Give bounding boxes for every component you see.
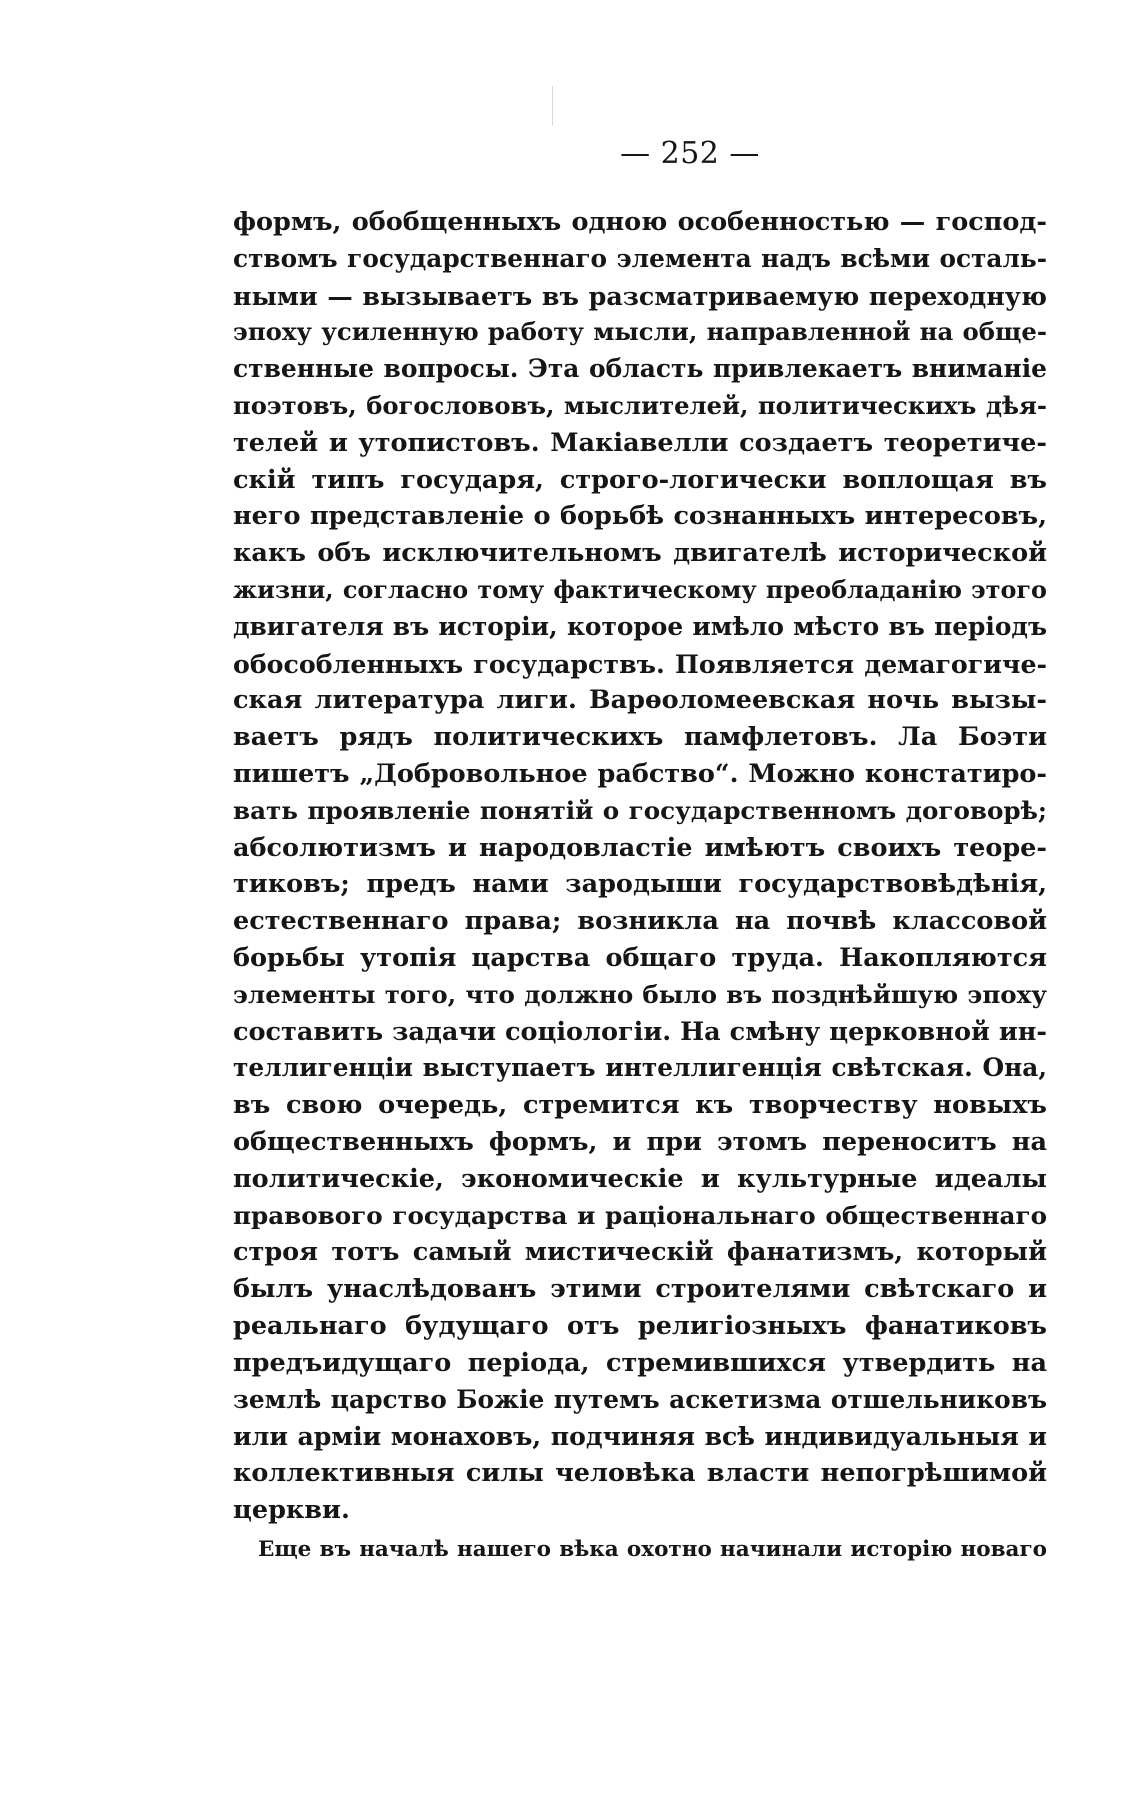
- text-line: формъ, обобщенныхъ одною особенностью — господ-: [233, 207, 1047, 237]
- text-line: какъ объ исключительномъ двигателѣ исторической: [233, 538, 1047, 569]
- text-line: ственные вопросы. Эта область привлекаетъ вниманіе: [233, 354, 1047, 384]
- text-line: тиковъ; предъ нами зародыши государствовѣдѣнія,: [233, 869, 1047, 900]
- text-line: въ свою очередь, стремится къ творчеству новыхъ: [233, 1090, 1047, 1121]
- text-line: пишетъ „Добровольное рабство“. Можно констатиро-: [233, 758, 1047, 789]
- text-line: эпоху усиленную работу мысли, направленной на обще-: [233, 317, 1047, 347]
- text-line: элементы того, что должно было въ позднѣйшую эпоху: [233, 979, 1047, 1009]
- text-line: предъидущаго періода, стремившихся утвердить на: [233, 1347, 1047, 1378]
- text-line: ская литература лиги. Варѳоломеевская ночь вызы-: [233, 685, 1047, 716]
- scan-artifact-line: [552, 86, 553, 126]
- text-line: телей и утопистовъ. Макіавелли создаетъ теоретиче-: [233, 427, 1047, 458]
- text-line: обособленныхъ государствъ. Появляется демагогиче-: [233, 648, 1047, 679]
- main-paragraph: [233, 204, 1047, 1529]
- text-line: составить задачи соціологіи. На смѣну церковной ин-: [233, 1016, 1047, 1047]
- text-line: естественнаго права; возникла на почвѣ классовой: [233, 906, 1047, 937]
- text-line: ваетъ рядъ политическихъ памфлетовъ. Ла Боэти: [233, 722, 1047, 753]
- text-line: общественныхъ формъ, и при этомъ переноситъ на: [233, 1126, 1047, 1157]
- text-line: правового государства и раціональнаго общественнаго: [233, 1200, 1047, 1230]
- text-line-last: церкви.: [233, 1494, 350, 1525]
- text-line: ствомъ государственнаго элемента надъ всѣми осталь-: [233, 243, 1047, 273]
- text-line: или арміи монаховъ, подчиняя всѣ индивидуальныя и: [233, 1421, 1047, 1452]
- text-line: политическіе, экономическіе и культурные идеалы: [233, 1163, 1047, 1194]
- text-line: строя тотъ самый мистическій фанатизмъ, который: [233, 1237, 1047, 1268]
- text-line: землѣ царство Божіе путемъ аскетизма отшельниковъ: [233, 1384, 1047, 1414]
- text-line: борьбы утопія царства общаго труда. Накопляются: [233, 942, 1047, 973]
- text-line: жизни, согласно тому фактическому преобладанію этого: [233, 575, 1047, 604]
- next-paragraph-start: Еще въ началѣ нашего вѣка охотно начинали исторію новаго: [258, 1537, 1047, 1562]
- text-line: ными — вызываетъ въ разсматриваемую переходную: [233, 280, 1047, 311]
- text-line: скій типъ государя, строго-логически воплощая въ: [233, 464, 1047, 495]
- text-line: него представленіе о борьбѣ сознанныхъ интересовъ,: [233, 501, 1047, 532]
- page-number: — 252 —: [620, 136, 760, 171]
- text-line: двигателя въ исторіи, которое имѣло мѣсто въ періодъ: [233, 611, 1047, 641]
- text-line: поэтовъ, богослововъ, мыслителей, политическихъ дѣя-: [233, 390, 1047, 420]
- text-line: теллигенціи выступаетъ интеллигенція свѣтская. Она,: [233, 1053, 1047, 1083]
- text-line: абсолютизмъ и народовластіе имѣютъ своихъ теоре-: [233, 832, 1047, 863]
- text-line: реальнаго будущаго отъ религіозныхъ фанатиковъ: [233, 1310, 1047, 1341]
- text-line: вать проявленіе понятій о государственномъ договорѣ;: [233, 795, 1047, 825]
- text-line: коллективныя силы человѣка власти непогрѣшимой: [233, 1458, 1047, 1489]
- text-line: былъ унаслѣдованъ этими строителями свѣтскаго и: [233, 1274, 1047, 1305]
